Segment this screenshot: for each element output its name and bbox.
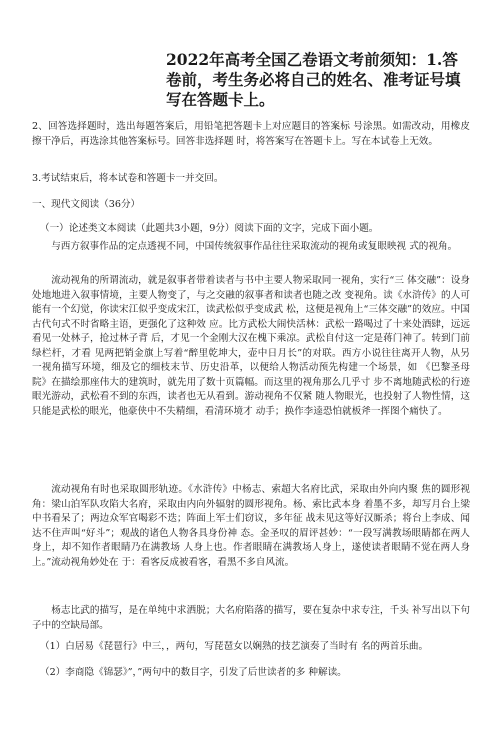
body-paragraph-1: 与西方叙事作品的定点透视不同，中国传统叙事作品往往采取流动的视角或复眼映视 式的视角。 (51, 241, 458, 252)
body-paragraph-4: 杨志比武的描写，是在单纯中求洒脱；大名府陷落的描写，要在复杂中求专注，千头 补写出以下句子中的空缺局部。 (32, 605, 470, 631)
notice-item-2: 2、回答选择题时，选出每题答案后，用铅笔把答题卡上对应题目的答案标 号涂黑。如需改动，用橡皮擦干净后，再选涂其他答案标号。回答非选择题 时，将答案写在答题卡上。写在本试卷上无效。 (32, 121, 470, 147)
subsection-heading: （一）论述类文本阅读（此题共3小题，9分）阅读下面的文字，完成下面小题。 (40, 223, 379, 234)
notice-item-3: 3.考试结束后，将本试卷和答题卡一并交回。 (32, 173, 224, 184)
question-2: （2）李商隐《锦瑟》”，”两句中的数目字，引发了后世读者的多 种解读。 (40, 667, 347, 678)
section-heading: 一、现代文阅读（36分） (32, 199, 141, 210)
body-paragraph-3: 流动视角有时也采取圆形轨迹。《水浒传》中杨志、索超大名府比武，采取由外向内聚 焦的圆形视角：梁山泊军队攻陷大名府，采取由内向外辐射的圆形视角。杨、索比武本身 着墨不多，却写月台上梁中书看呆了；两边众军官喝彩不迭；阵面上军士们窃议，多年征 战未见这等好汉厮杀；将台上李成、闻达不住声叫“好斗”；观战的诸色人物各具身份神 态。金圣叹的眉评甚妙：“一段写满教场眼睛都在两人身上，却不知作者眼睛乃在满教场 人身上也。作者眼睛在满教场人身上，遂使读者眼睛不觉在两人身上。”流动视角妙处在 于：看客反成被看客，看黑不多自风流。 (32, 484, 470, 568)
question-1: （1）白居易《琵琶行》中三，，两句，写琵琶女以娴熟的技艺演奏了当时有 名的两首乐曲。 (40, 641, 429, 652)
body-paragraph-2: 流动视角的所谓流动，就是叙事者带着读者与书中主要人物采取同一视角，实行“三 体交融”：设身处地地进入叙事情境，主要人物变了，与之交融的叙事者和读者也随之改 变视角。读《水浒传》的人可能有一个幻觉，你读宋江似乎变成宋江，读武松似乎变成武 松，这便是视角上“三体交融”的效应。中国古代句式不时省略主语，更强化了这种效 应。比方武松大闹快活林：武松一路喝过了十来处酒肆，远远看见一处林子，抢过林子背 后，才见一个金刚大汉在槐下乘凉。武松自付这一定是蒋门神了。转到门前绿栏杆，才看 见两把销金旗上写着“醉里乾坤大，壶中日月长”的对联。西方小说往往离开人物，从另 一视角描写环境，细及它的细枝末节、历史沿革，以便给人物活动预先构建一个场景，如 《巴黎圣母院》在描绘那座伟大的建筑时，就先用了数十页篇幅。而这里的视角那么几乎寸 步不离地随武松的行迹眼光游动，武松看不到的东西，读者也无从看到。游动视角不仅紧 随人物眼光，也投射了人物性情，这只能是武松的眼光，他豪侠中不失精细，看清环境才 动手；换作李逵恐怕就板斧一挥图个痛快了。 (32, 275, 470, 417)
page-title: 2022年高考全国乙卷语文考前须知：1.答卷前，考生务必将自己的姓名、准考证号填写在答题卡上。 (166, 50, 461, 109)
